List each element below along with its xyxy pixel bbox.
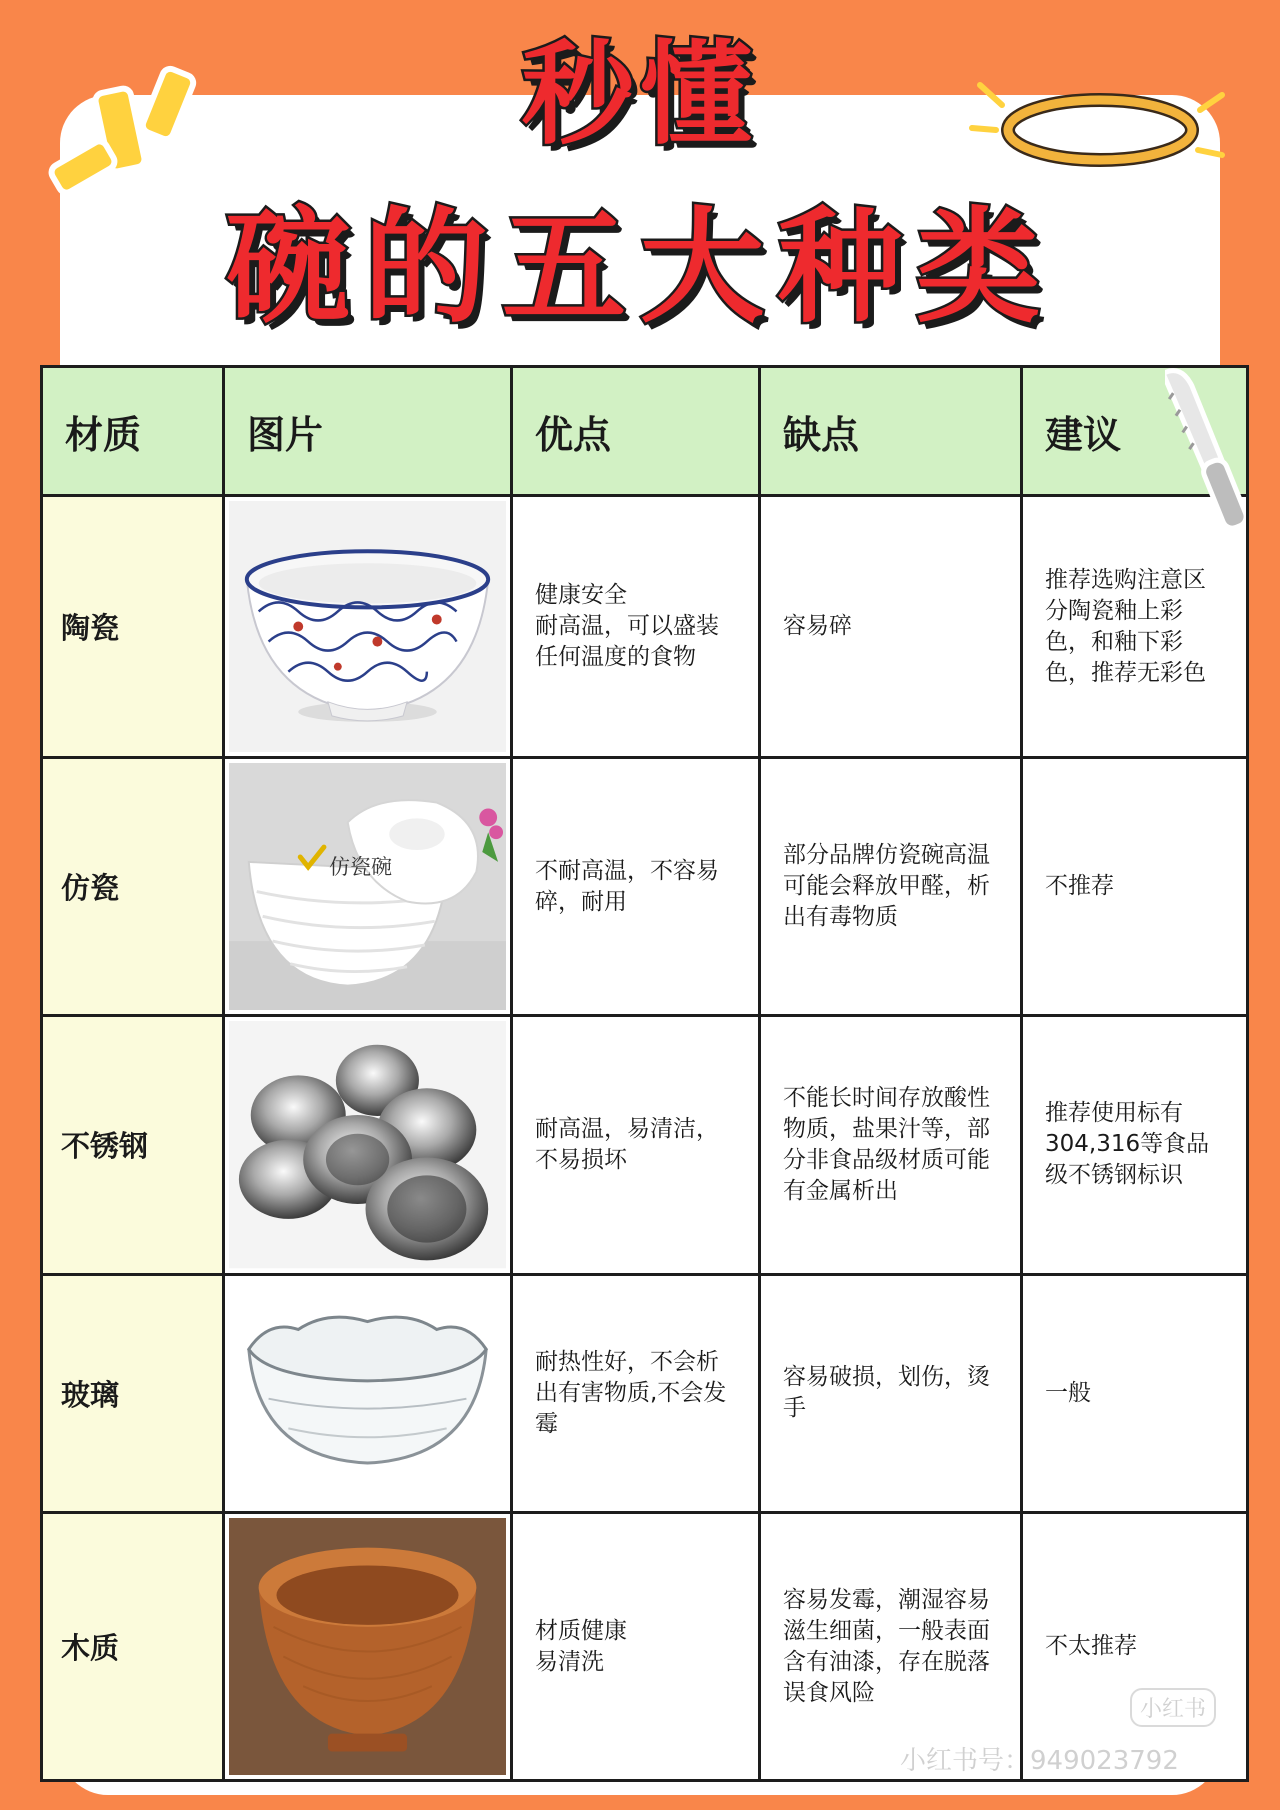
material-cell: 玻璃 [42, 1274, 224, 1513]
header-material: 材质 [42, 367, 224, 496]
cons-cell: 部分品牌仿瓷碗高温可能会释放甲醛，析出有毒物质 [760, 758, 1022, 1016]
advice-cell: 不太推荐 [1022, 1513, 1248, 1781]
cons-cell: 不能长时间存放酸性物质，盐果汁等，部分非食品级材质可能有金属析出 [760, 1016, 1022, 1274]
title-line-2: 碗的五大种类 [225, 196, 1054, 340]
watermark-logo: 小红书 [1130, 1688, 1216, 1727]
pros-cell: 耐热性好，不会析出有害物质,不会发霉 [512, 1274, 760, 1513]
header-cons: 缺点 [760, 367, 1022, 496]
stainless-steel-bowl-image [229, 1021, 506, 1268]
imitation-porcelain-bowl-image [229, 763, 506, 1010]
bowl-comparison-table [40, 365, 1249, 1782]
knife-icon [1165, 355, 1245, 535]
image-cell [224, 1016, 512, 1274]
glass-bowl-image [229, 1280, 506, 1508]
title-line-1: 秒懂 [522, 30, 758, 160]
pros-cell: 不耐高温，不容易碎，耐用 [512, 758, 760, 1016]
header-advice: 建议 [1022, 367, 1248, 496]
material-cell: 木质 [42, 1513, 224, 1781]
header-pros: 优点 [512, 367, 760, 496]
material-cell: 不锈钢 [42, 1016, 224, 1274]
watermark-id: 小红书号：949023792 [900, 1746, 1179, 1776]
table-row [42, 496, 1248, 758]
cons-cell: 容易发霉，潮湿容易滋生细菌，一般表面含有油漆，存在脱落误食风险 [760, 1513, 1022, 1781]
pros-cell: 材质健康 易清洗 [512, 1513, 760, 1781]
wooden-bowl-image [229, 1518, 506, 1775]
pros-cell: 耐高温，易清洁，不易损坏 [512, 1016, 760, 1274]
material-cell: 仿瓷 [42, 758, 224, 1016]
image-cell [224, 496, 512, 758]
table-row [42, 758, 1248, 1016]
advice-cell: 推荐使用标有304,316等食品级不锈钢标识 [1022, 1016, 1248, 1274]
advice-cell: 推荐选购注意区分陶瓷釉上彩色，和釉下彩色，推荐无彩色 [1022, 496, 1248, 758]
cons-cell: 容易碎 [760, 496, 1022, 758]
material-cell: 陶瓷 [42, 496, 224, 758]
cons-cell: 容易破损，划伤，烫手 [760, 1274, 1022, 1513]
image-cell [224, 758, 512, 1016]
table-header-row [42, 367, 1248, 496]
advice-cell: 一般 [1022, 1274, 1248, 1513]
image-cell [224, 1274, 512, 1513]
pros-cell: 健康安全 耐高温，可以盛装任何温度的食物 [512, 496, 760, 758]
advice-cell: 不推荐 [1022, 758, 1248, 1016]
table-row [42, 1016, 1248, 1274]
ceramic-bowl-image [229, 501, 506, 752]
table-row [42, 1274, 1248, 1513]
header-image: 图片 [224, 367, 512, 496]
image-cell [224, 1513, 512, 1781]
image-caption: 仿瓷碗 [329, 855, 392, 879]
